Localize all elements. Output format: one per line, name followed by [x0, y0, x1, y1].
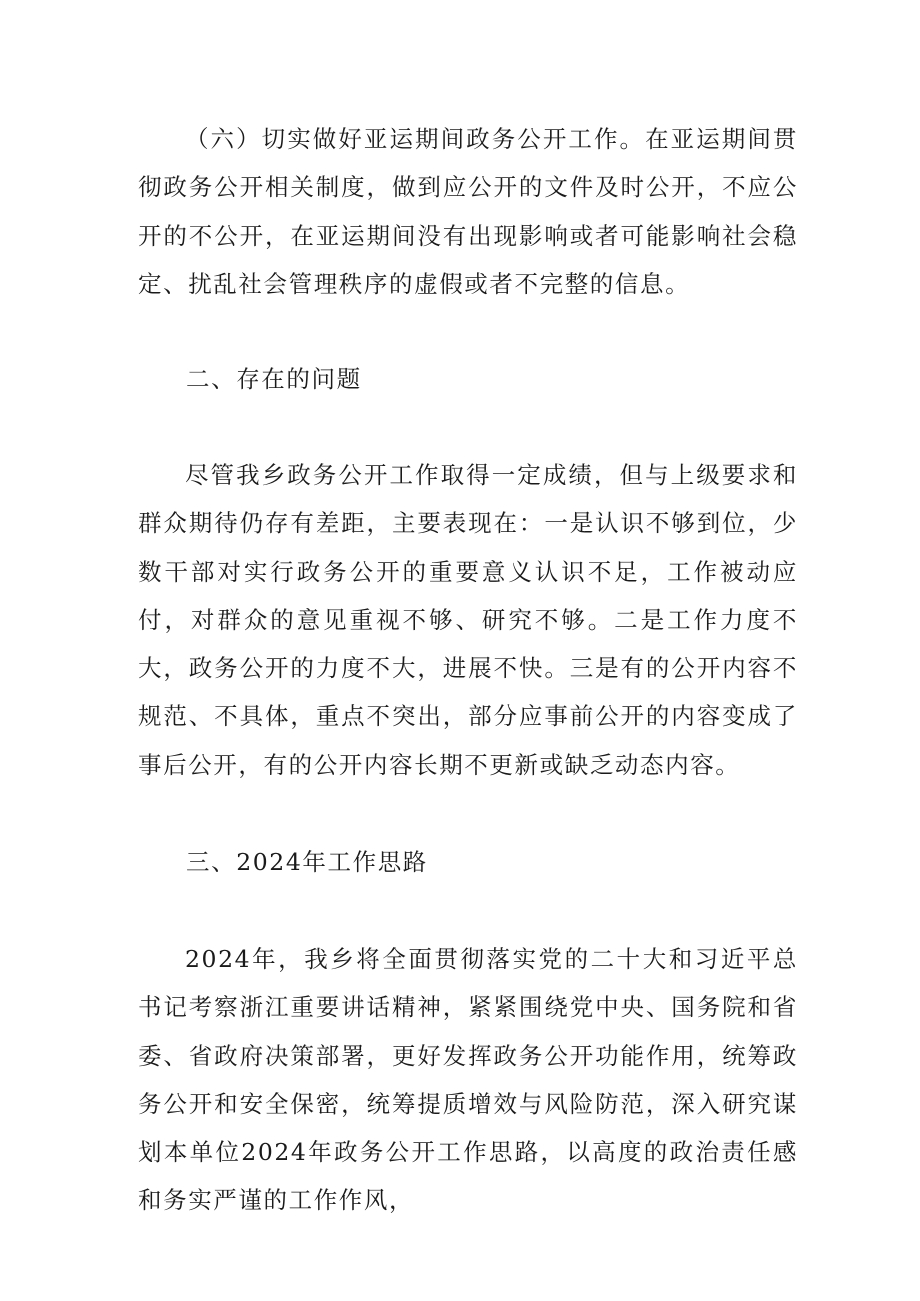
- section-heading-work-plan: 三、2024年工作思路: [186, 848, 428, 876]
- section-heading-problems: 二、存在的问题: [186, 365, 362, 393]
- paragraph-existing-problems: 尽管我乡政务公开工作取得一定成绩，但与上级要求和群众期待仍存有差距，主要表现在：一是认识不够到位，少数干部对实行政务公开的重要意义认识不足，工作被动应付，对群众的意见重视不够、研究不够。二是工作力度不大，政务公开的力度不大，进展不快。三是有的公开内容不规范、不具体，重点不突出，部分应事前公开的内容变成了事后公开，有的公开内容长期不更新或缺乏动态内容。: [138, 461, 798, 779]
- paragraph-asian-games-disclosure: （六）切实做好亚运期间政务公开工作。在亚运期间贯彻政务公开相关制度，做到应公开的文件及时公开，不应公开的不公开，在亚运期间没有出现影响或者可能影响社会稳定、扰乱社会管理秩序的虚假或者不完整的信息。: [138, 125, 798, 298]
- paragraph-work-plan: 2024年，我乡将全面贯彻落实党的二十大和习近平总书记考察浙江重要讲话精神，紧紧围绕党中央、国务院和省委、省政府决策部署，更好发挥政务公开功能作用，统筹政务公开和安全保密，统筹提质增效与风险防范，深入研究谋划本单位2024年政务公开工作思路，以高度的政治责任感和务实严谨的工作作风，: [138, 945, 798, 1215]
